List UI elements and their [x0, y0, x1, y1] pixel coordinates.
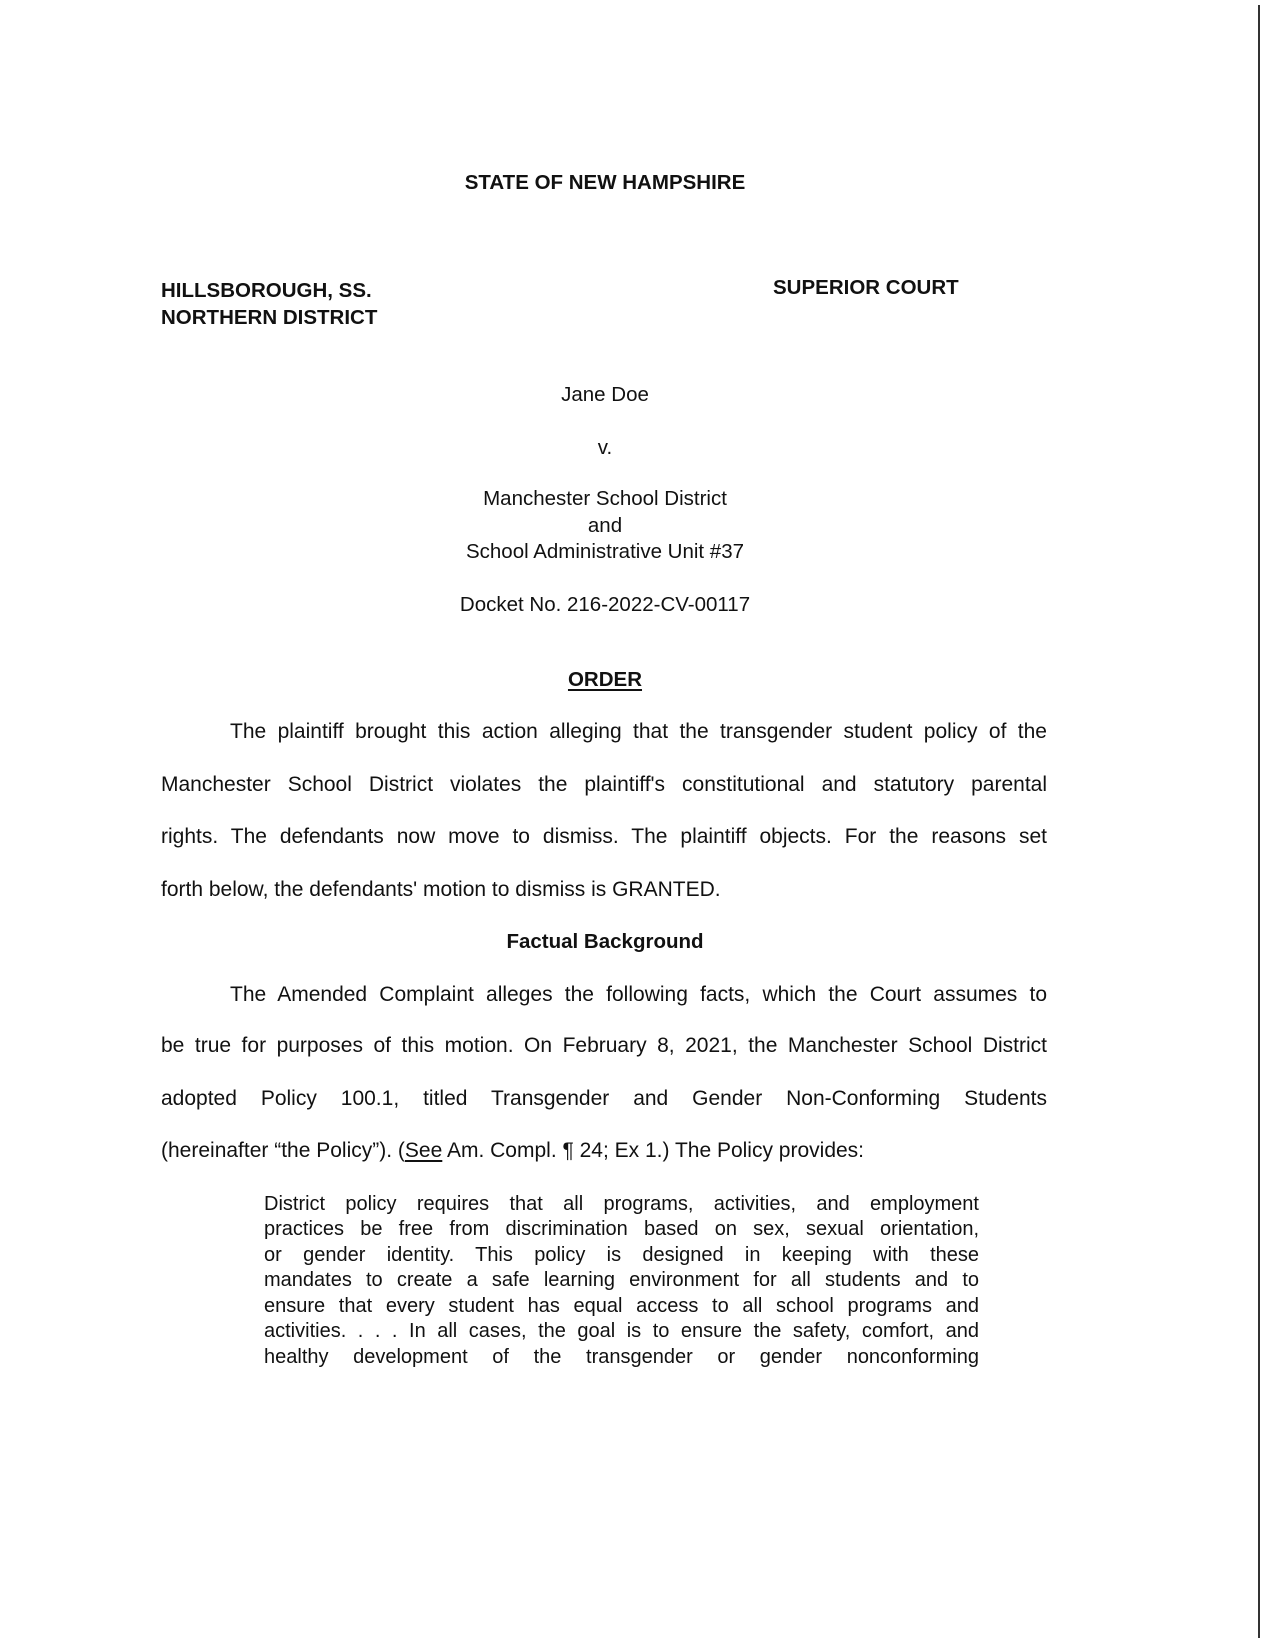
see-signal: See [404, 1139, 443, 1162]
quote-line: practices be free from discrimination based on sex, sexual orientation, [264, 1218, 979, 1240]
quote-line: ensure that every student has equal access to all school programs and [264, 1295, 979, 1317]
docket-number: Docket No. 216-2022-CV-00117 [459, 593, 751, 616]
quote-line: or gender identity. This policy is designed in keeping with these [264, 1244, 979, 1266]
section-heading: Factual Background [506, 930, 704, 953]
intro-line: forth below, the defendants' motion to dismiss is GRANTED. [161, 878, 721, 901]
state-heading: STATE OF NEW HAMPSHIRE [464, 171, 746, 194]
defendant-2: School Administrative Unit #37 [465, 540, 745, 563]
facts-line: be true for purposes of this motion. On February 8, 2021, the Manchester School District [161, 1034, 1047, 1057]
scan-edge-line [1258, 5, 1260, 1638]
quote-line: mandates to create a safe learning environment for all students and to [264, 1269, 979, 1291]
citation-pre: (hereinafter “the Policy”). ( [161, 1139, 405, 1162]
versus: v. [597, 436, 613, 459]
intro-line: rights. The defendants now move to dismiss. The plaintiff objects. For the reasons set [161, 825, 1047, 848]
county-label: HILLSBOROUGH, SS. [161, 279, 372, 302]
quote-line: activities. . . . In all cases, the goal is to ensure the safety, comfort, and [264, 1320, 979, 1342]
intro-line: Manchester School District violates the plaintiff's constitutional and statutory parental [161, 773, 1047, 796]
order-title: ORDER [567, 668, 643, 691]
district-label: NORTHERN DISTRICT [161, 306, 378, 329]
intro-line: The plaintiff brought this action alleging that the transgender student policy of the [230, 720, 1047, 743]
quote-line: District policy requires that all programs, activities, and employment [264, 1193, 979, 1215]
facts-line: The Amended Complaint alleges the following facts, which the Court assumes to [230, 983, 1047, 1006]
quote-line: healthy development of the transgender or gender nonconforming [264, 1346, 979, 1368]
facts-line: adopted Policy 100.1, titled Transgender and Gender Non-Conforming Students [161, 1087, 1047, 1110]
plaintiff-name: Jane Doe [561, 383, 649, 406]
and-conjunction: and [587, 514, 623, 537]
defendant-1: Manchester School District [483, 487, 727, 510]
citation-post: Am. Compl. ¶ 24; Ex 1.) The Policy provides: [442, 1139, 865, 1162]
facts-line [161, 1139, 1047, 1163]
court-label: SUPERIOR COURT [773, 276, 959, 299]
